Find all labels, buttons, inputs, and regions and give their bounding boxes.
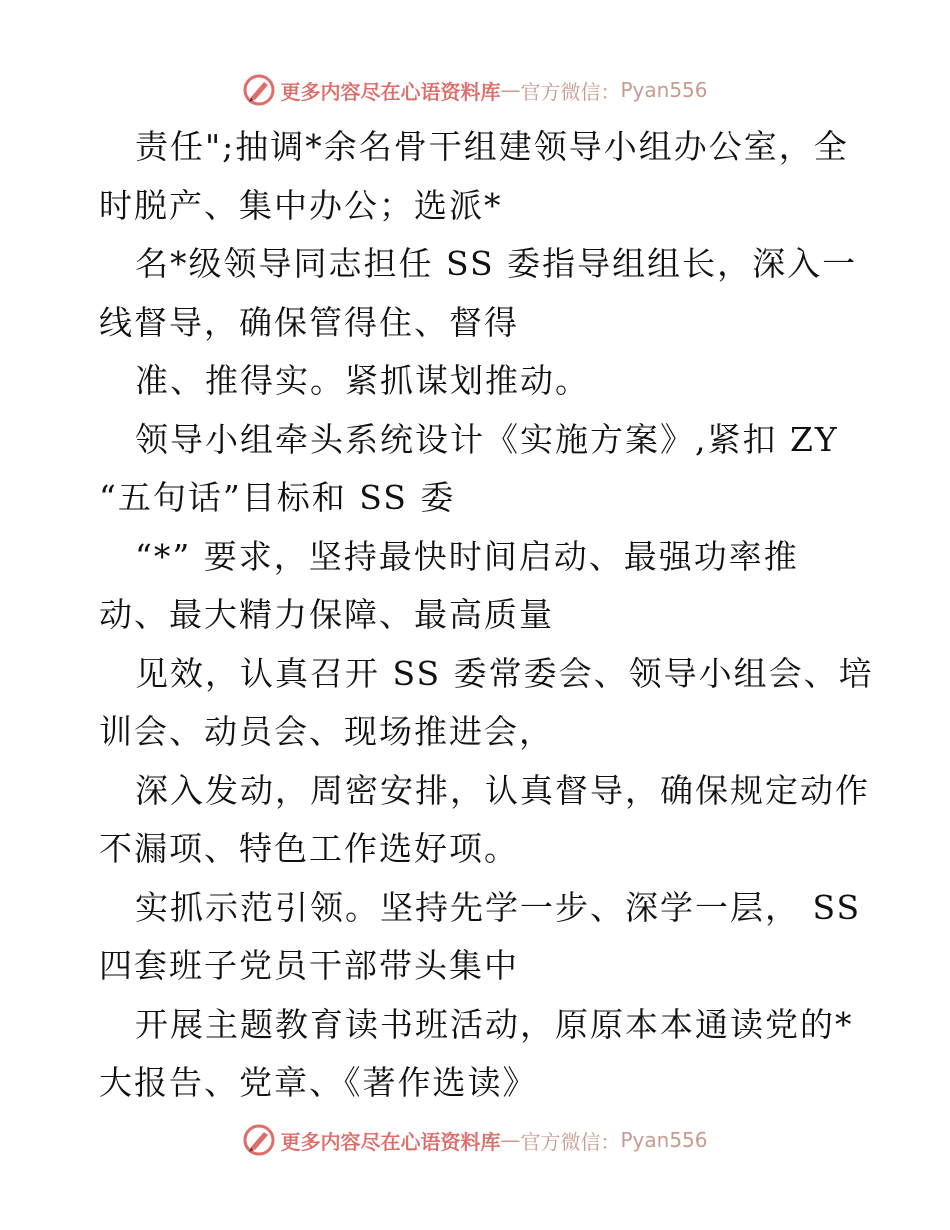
text-line: 责任";抽调*余名骨干组建领导小组办公室，全 [135, 127, 849, 166]
watermark-dash: — [500, 78, 521, 102]
text-line: 实抓示范引领。坚持先学一步、深学一层， SS [135, 887, 862, 927]
text-line: 开展主题教育读书班活动，原原本本通读党的* [135, 1004, 854, 1044]
text-line: “*” 要求，坚持最快时间启动、最强功率推 [135, 536, 799, 576]
text-line: 四套班子党员干部带头集中 [99, 946, 519, 985]
document-body [99, 118, 874, 1113]
watermark-id: Pyan556 [620, 78, 708, 102]
watermark-main-text: 更多内容尽在心语资料库 [280, 79, 501, 104]
header-watermark [0, 70, 950, 110]
text-line: 准、推得实。紧抓谋划推动。 [135, 361, 590, 400]
text-line: 大报告、党章、《著作选读》 [99, 1063, 538, 1102]
text-line: 时脱产、集中办公；选派* [99, 185, 503, 225]
text-line: 线督导，确保管得住、督得 [99, 302, 519, 342]
watermark-id: Pyan556 [620, 1128, 708, 1152]
text-line: 动、最大精力保障、最高质量 [99, 595, 554, 634]
text-line: 不漏项、特色工作选好项。 [99, 829, 519, 868]
pen-logo-icon [242, 73, 276, 107]
text-line: 训会、动员会、现场推进会， [99, 712, 554, 751]
pen-logo-icon [242, 1123, 276, 1157]
text-line: “五句话”目标和 SS 委 [99, 478, 456, 517]
watermark-side-text: 官方微信： [520, 79, 621, 104]
footer-watermark [0, 1120, 950, 1160]
text-line: 深入发动，周密安排，认真督导，确保规定动作 [135, 770, 870, 810]
text-line: 领导小组牵头系统设计《实施方案》,紧扣 ZY [135, 419, 839, 459]
watermark-side-text: 官方微信： [520, 1129, 621, 1154]
watermark-dash: — [500, 1128, 521, 1152]
text-line: 名*级领导同志担任 SS 委指导组组长，深入一 [135, 244, 858, 283]
watermark-main-text: 更多内容尽在心语资料库 [280, 1129, 501, 1154]
text-line: 见效，认真召开 SS 委常委会、领导小组会、培 [135, 653, 874, 693]
